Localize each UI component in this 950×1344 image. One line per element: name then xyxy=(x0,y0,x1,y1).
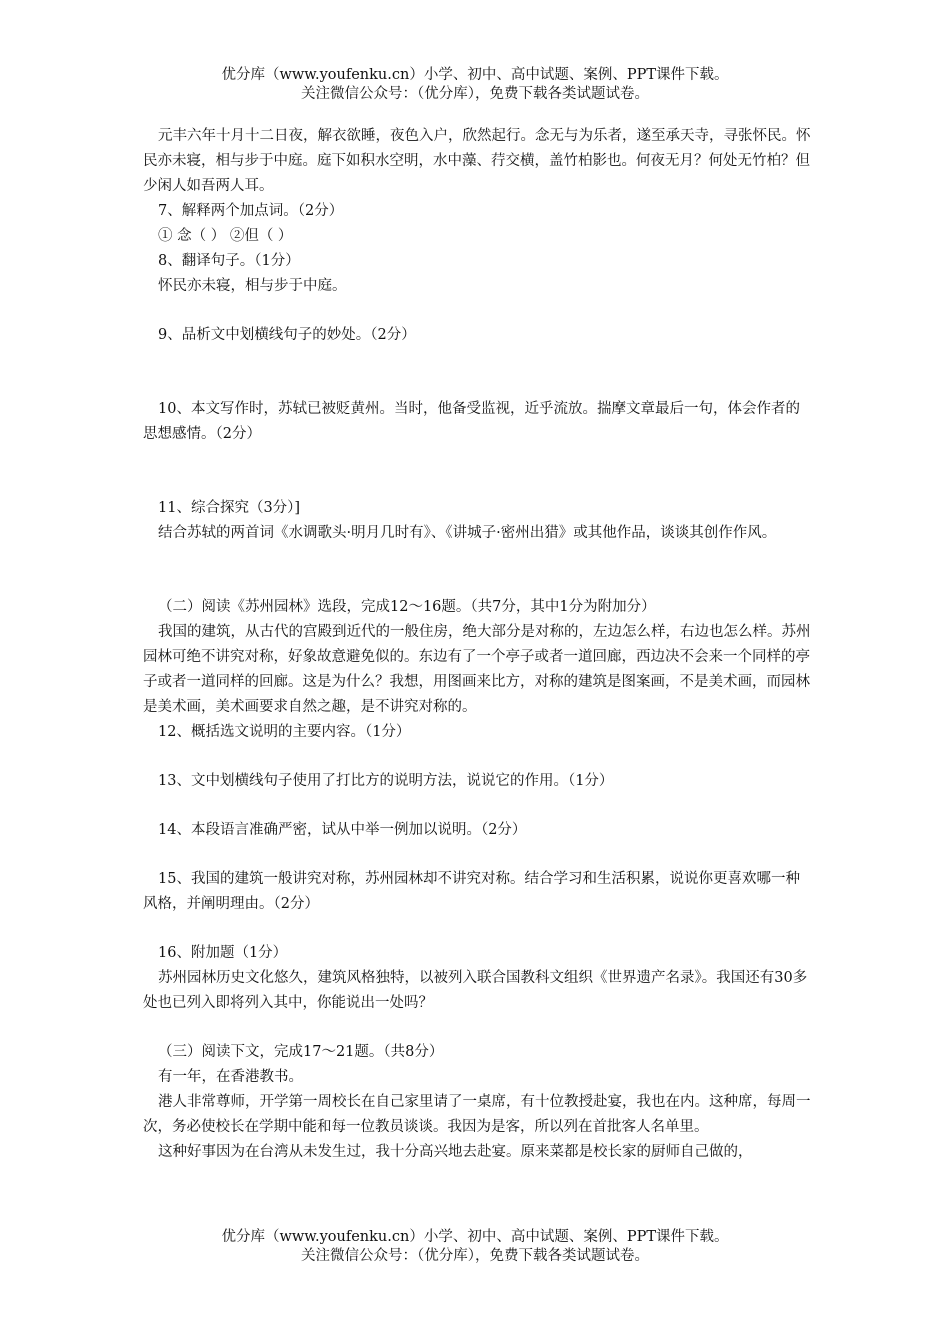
header-line-1: 优分库（www.youfenku.cn）小学、初中、高中试题、案例、PPT课件下载。 xyxy=(221,67,729,83)
page-footer xyxy=(0,1228,950,1266)
question-11-text: 结合苏轼的两首词《水调歌头·明月几时有》、《讲城子·密州出猎》或其他作品，谈谈其创作作风。 xyxy=(158,525,777,541)
question-14: 14、本段语言准确严密，试从中举一例加以说明。（2分） xyxy=(158,822,527,838)
page-header xyxy=(0,66,950,104)
question-8-sentence: 怀民亦未寝，相与步于中庭。 xyxy=(158,278,347,294)
question-7-items: ① 念（ ） ②但（ ） xyxy=(158,228,293,244)
question-11: 11、综合探究（3分）] xyxy=(158,500,301,516)
passage-1: 元丰六年十月十二日夜，解衣欲睡，夜色入户，欣然起行。念无与为乐者，遂至承天寺，寻张怀民。怀民亦未寝，相与步于中庭。庭下如积水空明，水中藻、荇交横，盖竹柏影也。何夜无月？何处无竹柏？但少闲人如吾两人耳。 xyxy=(143,128,811,194)
section-3-heading: （三）阅读下文，完成17～21题。（共8分） xyxy=(158,1044,444,1060)
footer-line-2: 关注微信公众号：（优分库），免费下载各类试题试卷。 xyxy=(301,1248,649,1264)
question-8: 8、翻译句子。（1分） xyxy=(158,253,300,269)
passage-3-para-3: 这种好事因为在台湾从未发生过，我十分高兴地去赴宴。原来菜都是校长家的厨师自己做的， xyxy=(158,1144,753,1160)
question-9: 9、品析文中划横线句子的妙处。（2分） xyxy=(158,327,416,343)
section-2-heading: （二）阅读《苏州园林》选段，完成12～16题。（共7分，其中1分为附加分） xyxy=(158,599,656,615)
question-7: 7、解释两个加点词。（2分） xyxy=(158,203,344,219)
footer-line-1: 优分库（www.youfenku.cn）小学、初中、高中试题、案例、PPT课件下载。 xyxy=(221,1229,729,1245)
passage-3-para-2: 港人非常尊师，开学第一周校长在自己家里请了一桌席，有十位教授赴宴，我也在内。这种席，每周一次，务必使校长在学期中能和每一位教员谈谈。我因为是客，所以列在首批客人名单里。 xyxy=(143,1094,811,1135)
question-12: 12、概括选文说明的主要内容。（1分） xyxy=(158,724,411,740)
question-10: 10、本文写作时，苏轼已被贬黄州。当时，他备受监视，近乎流放。揣摩文章最后一句，体会作者的思想感情。（2分） xyxy=(143,401,800,442)
header-line-2: 关注微信公众号：（优分库），免费下载各类试题试卷。 xyxy=(301,86,649,102)
passage-3-para-1: 有一年，在香港教书。 xyxy=(158,1069,303,1085)
question-16: 16、附加题（1分） xyxy=(158,945,288,961)
question-16-text: 苏州园林历史文化悠久，建筑风格独特，以被列入联合国教科文组织《世界遗产名录》。我国还有30多处也已列入即将列入其中，你能说出一处吗？ xyxy=(143,970,808,1011)
document-body xyxy=(143,124,811,1165)
question-13: 13、文中划横线句子使用了打比方的说明方法，说说它的作用。（1分） xyxy=(158,773,614,789)
question-15: 15、我国的建筑一般讲究对称，苏州园林却不讲究对称。结合学习和生活积累，说说你更喜欢哪一种风格，并阐明理由。（2分） xyxy=(143,871,800,912)
passage-2: 我国的建筑，从古代的宫殿到近代的一般住房，绝大部分是对称的，左边怎么样，右边也怎么样。苏州园林可绝不讲究对称，好象故意避免似的。东边有了一个亭子或者一道回廊，西边决不会来一个同样的亭子或者一道同样的回廊。这是为什么？我想，用图画来比方，对称的建筑是图案画，不是美术画，而园林是美术画，美术画要求自然之趣，是不讲究对称的。 xyxy=(143,624,811,715)
